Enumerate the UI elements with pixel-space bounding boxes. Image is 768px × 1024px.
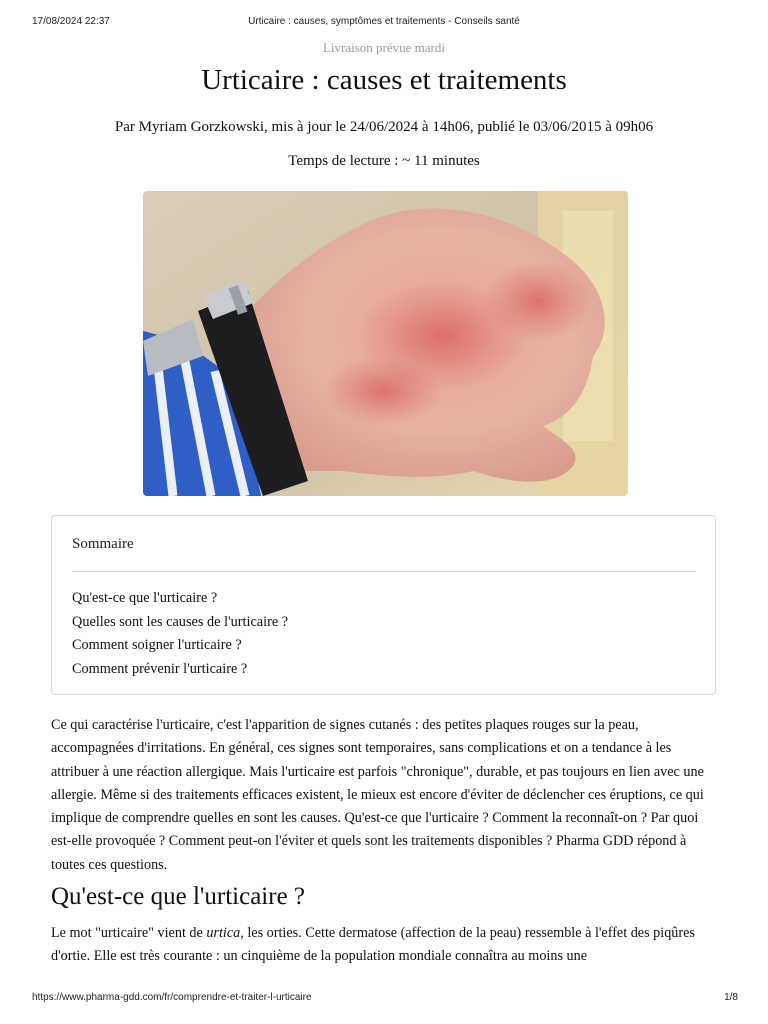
hand-with-hives-illustration bbox=[143, 191, 628, 496]
print-page-title: Urticaire : causes, symptômes et traitements - Conseils santé bbox=[248, 16, 520, 27]
toc-item-definition[interactable]: Qu'est-ce que l'urticaire ? bbox=[72, 590, 218, 606]
article-title: Urticaire : causes et traitements bbox=[201, 64, 567, 96]
paragraph-text-start: Le mot "urticaire" vient de bbox=[51, 925, 207, 941]
latin-term: urtica bbox=[206, 925, 241, 941]
definition-paragraph bbox=[51, 922, 717, 969]
toc-divider bbox=[72, 571, 696, 572]
toc-item-treatment[interactable]: Comment soigner l'urticaire ? bbox=[72, 637, 242, 654]
print-datetime: 17/08/2024 22:37 bbox=[32, 16, 110, 27]
print-header bbox=[32, 16, 736, 30]
toc-item-causes[interactable]: Quelles sont les causes de l'urticaire ? bbox=[72, 613, 289, 630]
reading-time: Temps de lecture : ~ 11 minutes bbox=[288, 153, 480, 169]
print-footer bbox=[32, 992, 738, 1006]
paragraph-text-end: , les orties. Cette dermatose (affection de la peau) ressemble à l'effet des piqûres d'ortie. Elle est très courante : un cinquième de la population mondiale connaîtra au moins une bbox=[51, 925, 695, 965]
delivery-notice: Livraison prévue mardi bbox=[322, 40, 445, 55]
toc-list bbox=[72, 587, 288, 682]
intro-paragraph: Ce qui caractérise l'urticaire, c'est l'apparition de signes cutanés : des petites plaques rouges sur la peau, accompagnées d'irritations. En général, ces signes sont temporaires, sans complications et on a tendance à les attribuer à une réaction allergique. Mais l'urticaire est parfois "chronique", durable, et pas toujours en lien avec une allergie. Même si des traitements efficaces existent, le mieux est encore d'éviter de déclencher ces éruptions, ce qui implique de comprendre quelles en sont les causes. Qu'est-ce que l'urticaire ? Comment la reconnaît-on ? Par quoi est-elle provoquée ? Comment peut-on l'éviter et quels sont les traitements disponibles ? Pharma GDD répond à toutes ces questions. bbox=[51, 717, 704, 873]
toc-item-prevention[interactable]: Comment prévenir l'urticaire ? bbox=[72, 661, 248, 678]
table-of-contents bbox=[51, 515, 716, 695]
article-byline: Par Myriam Gorzkowski, mis à jour le 24/06/2024 à 14h06, publié le 03/06/2015 à 09h06 bbox=[114, 119, 654, 135]
section-heading-definition: Qu'est-ce que l'urticaire ? bbox=[51, 883, 306, 910]
hero-image bbox=[143, 191, 628, 496]
toc-title: Sommaire bbox=[72, 536, 134, 552]
page-number: 1/8 bbox=[724, 992, 738, 1003]
page-url: https://www.pharma-gdd.com/fr/comprendre-et-traiter-l-urticaire bbox=[32, 992, 312, 1003]
